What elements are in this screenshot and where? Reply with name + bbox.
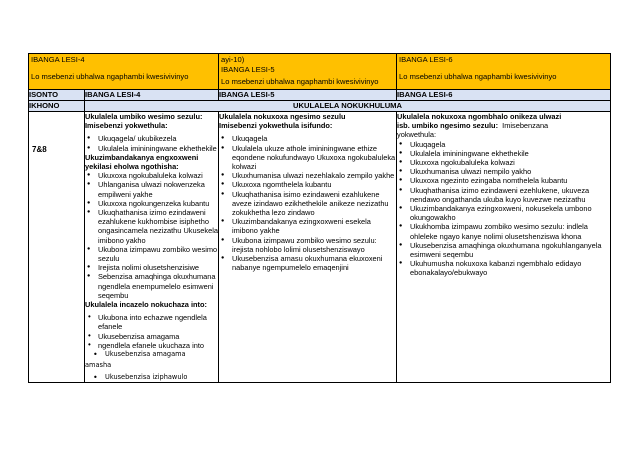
col-grade4: IBANGA LESI-4 bbox=[85, 90, 219, 101]
g6-heading2a: isb. umbiko ngesimo sezulu: bbox=[397, 121, 499, 131]
g6-list bbox=[397, 140, 610, 278]
list-item: • Ukubona into echazwe ngendlela efanele bbox=[85, 313, 218, 331]
list-item: ● Ukuqhathanisa izimo ezindaweni ezahlukene kukhombise isiphetho ongasincamela nezizathu Ukusekela imibono yakho bbox=[85, 208, 218, 245]
g4-list5 bbox=[85, 373, 218, 382]
list-item: ● Irejista nolimi olusetshenzisiwe bbox=[85, 263, 218, 272]
list-item: ● Ukuqhathanisa izimo ezindaweni ezehlukene, ukuveza nendawo ongathanda ukuba kuyo kuvezwe nezizathu bbox=[397, 186, 610, 204]
g6-heading1: Ukulalela nokuxoxa ngombhalo onikeza ulwazi bbox=[397, 112, 562, 121]
list-item: ● Ukuqagela bbox=[397, 140, 610, 149]
list-item: • Ukusebenzisa amagama bbox=[85, 332, 218, 341]
list-item: ● Sebenzisa amaqhinga okuxhumana ngendlela enempumelelo esimweni seqembu bbox=[85, 272, 218, 300]
list-item: ● Ukuxoxa ngokungenzeka kubantu bbox=[85, 199, 218, 208]
list-item: ● Ukuqagela/ ukubikezela bbox=[85, 134, 218, 143]
header-grade5 bbox=[219, 54, 397, 90]
g4-heading2: Imisebenzi yokwethula: bbox=[85, 121, 168, 131]
g6-heading2c: yokwethula: bbox=[397, 130, 437, 140]
list-item: ● Ukuzimbandakanya ezingxoxweni, nokusekela umbono okungowakho bbox=[397, 204, 610, 222]
grade5-content bbox=[219, 112, 397, 383]
list-item: ● Uhlanganisa ulwazi nokwenzeka empilweni yakhe bbox=[85, 180, 218, 198]
list-item: ● Ukuxhumanisa ulwazi nempilo yakho bbox=[397, 167, 610, 176]
list-item: ● Ukuxoxa ngokubaluleka kolwazi bbox=[397, 158, 610, 167]
g4-heading1: Ukulalela umbiko wesimo sezulu: bbox=[85, 112, 203, 121]
list-item: ● Ukuqagela bbox=[219, 134, 396, 143]
g4-heading4: Ukulalela incazelo nokuchaza into: bbox=[85, 300, 207, 310]
curriculum-table bbox=[28, 53, 611, 383]
g5-list bbox=[219, 134, 396, 272]
list-item-text: Ukusebenzisa amagama bbox=[105, 350, 186, 359]
g5-heading1: Ukulalela nokuxoxa ngesimo sezulu bbox=[219, 112, 346, 121]
g5-heading2: Imisebenzi yokwethula isifundo: bbox=[219, 121, 333, 131]
header-grade4 bbox=[29, 54, 219, 90]
list-item: ● Ukulalela ukuze athole imininingwane ethize eqondene nokufundwayo Ukuxoxa ngokubaluleka kolwazi bbox=[219, 144, 396, 172]
skill-label: IKHONO bbox=[29, 101, 85, 112]
header-grade6-title: IBANGA LESI-6 bbox=[399, 55, 453, 64]
list-item: • ngendlela efanele ukuchaza into bbox=[85, 341, 218, 350]
list-item bbox=[85, 373, 218, 382]
list-item: ● Ukuqhathanisa isimo ezindaweni ezahlukene aveze izindawo ezikhethekile anikeze nezizathu zokukhetha lezo zindawo bbox=[219, 190, 396, 218]
list-item: ● Ukuxhumanisa ulwazi nezehlakalo zempilo yakhe bbox=[219, 171, 396, 180]
header-grade4-sub: Lo msebenzi ubhalwa ngaphambi kwesivivinyo bbox=[31, 72, 189, 81]
col-grade5: IBANGA LESI-5 bbox=[219, 90, 397, 101]
g6-heading2 bbox=[397, 121, 610, 130]
g6-heading2b: Imisebenzana bbox=[502, 121, 549, 131]
g4-list1 bbox=[85, 134, 218, 152]
list-item: ● Ukulalela imininingwane ekhethekile bbox=[397, 149, 610, 158]
col-week: ISONTO bbox=[29, 90, 85, 101]
content-row bbox=[29, 112, 611, 383]
list-item-text: Ukusebenzisa iziphawulo bbox=[105, 373, 188, 382]
header-grade5-pre: ayi-10) bbox=[221, 55, 245, 64]
header-grade6-sub: Lo msebenzi ubhalwa ngaphambi kwesivivinyo bbox=[399, 72, 557, 81]
list-item: ● Ukulalela imininingwane ekhethekile bbox=[85, 144, 218, 153]
g4-list2 bbox=[85, 171, 218, 300]
g4-list4 bbox=[85, 350, 218, 359]
column-header-row bbox=[29, 90, 611, 101]
list-item: ● Ukuxoxa ngomthelela kubantu bbox=[219, 180, 396, 189]
grade4-content bbox=[85, 112, 219, 383]
g4-heading3: Ukuzimbandakanya engxoxweni yekilasi eholwa ngothisha: bbox=[85, 152, 199, 172]
week-number: 7&8 bbox=[29, 112, 85, 383]
list-item: ● Ukusebenzisa amasu okuxhumana ekuxoxeni nabanye ngempumelelo emaqenjini bbox=[219, 254, 396, 272]
list-item: ● Ukuxoxa ngezinto ezingaba nomthelela kubantu bbox=[397, 176, 610, 185]
list-item: ● Ukuhumusha nokuxoxa kabanzi ngembhalo edidayo ebonakalayo/ebukwayo bbox=[397, 259, 610, 277]
list-item: ● Ukubona izimpawu zombiko wesimo sezulu bbox=[85, 245, 218, 263]
g4-list3 bbox=[85, 313, 218, 350]
g4-list4-cont: amasha bbox=[85, 361, 112, 370]
list-item bbox=[85, 350, 218, 359]
list-item: ● Ukuzimbandakanya ezingxoxweni esekela imibono yakhe bbox=[219, 217, 396, 235]
grade6-content bbox=[397, 112, 611, 383]
skill-row bbox=[29, 101, 611, 112]
header-grade4-title: IBANGA LESI-4 bbox=[31, 55, 85, 64]
list-item: ● Ukukhomba izimpawu zombiko wesimo sezulu: indlela ohleleke ngayo kanye nolimi olusetshenziswa khona bbox=[397, 222, 610, 240]
header-grade6 bbox=[397, 54, 611, 90]
col-grade6: IBANGA LESI-6 bbox=[397, 90, 611, 101]
grade-header-row bbox=[29, 54, 611, 90]
header-grade5-sub: Lo msebenzi ubhalwa ngaphambi kwesivivinyo bbox=[221, 77, 379, 86]
header-grade5-title: IBANGA LESI-5 bbox=[221, 65, 275, 74]
list-item: ● Ukubona izimpawu zombiko wesimo sezulu: irejista nohlobo lolimi olusetshenziswayo bbox=[219, 236, 396, 254]
skill-title: UKULALELA NOKUKHULUMA bbox=[85, 101, 611, 112]
list-item: ● Ukuxoxa ngokubaluleka kolwazi bbox=[85, 171, 218, 180]
list-item: ● Ukusebenzisa amaqhinga okuxhumana ngokuhlanganyela esimweni seqembu bbox=[397, 241, 610, 259]
